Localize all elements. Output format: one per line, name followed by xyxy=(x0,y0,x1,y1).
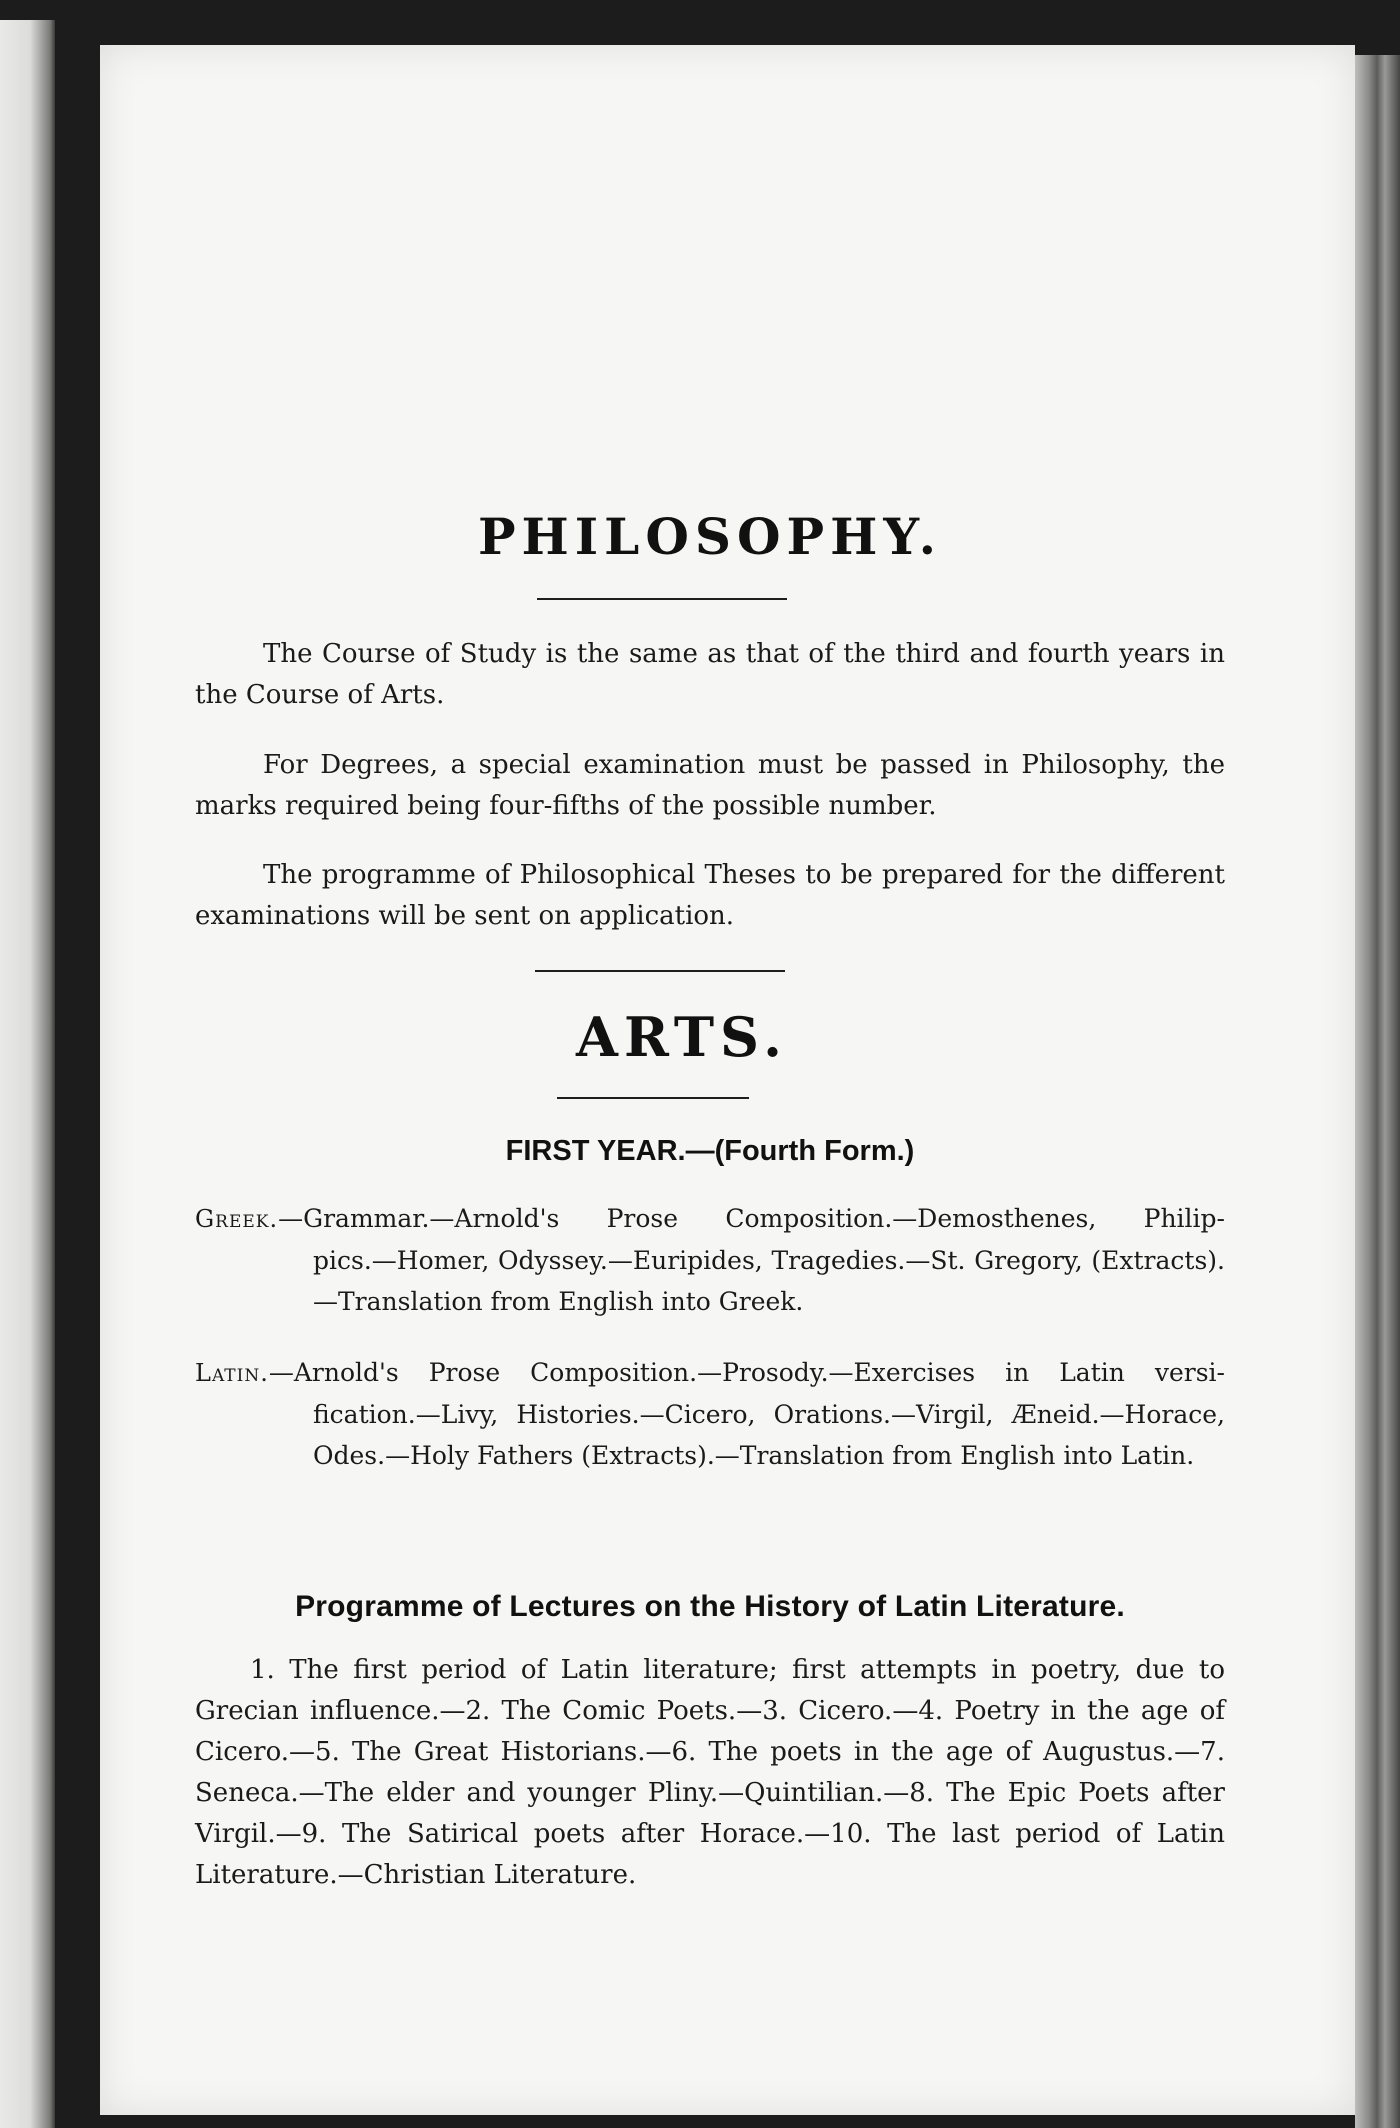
lectures-paragraph xyxy=(195,1650,1225,1896)
section-divider-rule xyxy=(535,970,785,972)
document-page xyxy=(100,45,1355,2115)
greek-continuation: pics.—Homer, Odyssey.—Euripides, Tragedies.—St. Gregory, (Extracts).—Translation from English into Greek. xyxy=(313,1246,1225,1316)
greek-subject xyxy=(195,1198,1225,1322)
arts-rule xyxy=(557,1097,749,1099)
philosophy-paragraph-2 xyxy=(195,745,1225,827)
lectures-paragraph-text: 1. The first period of Latin literature; first attempts in poetry, due to Grecian influence.—2. The Comic Poets.—3. Cicero.—4. Poetry in the age of Cicero.—5. The Great Historians.—6. The poets in the age of Augustus.—7. Seneca.—The elder and younger Pliny.—Quintilian.—8. The Epic Poets after Virgil.—9. The Satirical poets after Horace.—10. The last period of Latin Literature.—Christian Literature. xyxy=(195,1655,1225,1890)
philosophy-paragraph-2-text: For Degrees, a special examination must be passed in Philosophy, the marks required being four-fifths of the possible number. xyxy=(195,750,1225,821)
greek-label: Greek. xyxy=(195,1205,279,1233)
latin-continuation: fication.—Livy, Histories.—Cicero, Orations.—Virgil, Æneid.—Horace, Odes.—Holy Fathers (Extracts).—Translation from English into Latin. xyxy=(313,1400,1225,1470)
philosophy-paragraph-1-text: The Course of Study is the same as that of the third and fourth years in the Course of Arts. xyxy=(195,639,1225,710)
greek-first-line-text: —Grammar.—Arnold's Prose Composition.—Demosthenes, Philip- xyxy=(278,1204,1225,1233)
philosophy-heading: PHILOSOPHY. xyxy=(477,507,943,566)
first-year-heading: FIRST YEAR.—(Fourth Form.) xyxy=(505,1135,915,1167)
latin-subject xyxy=(195,1352,1225,1476)
latin-label: Latin. xyxy=(195,1359,269,1387)
arts-heading: ARTS. xyxy=(576,1005,788,1069)
greek-first-line xyxy=(195,1198,1225,1240)
latin-first-line-text: —Arnold's Prose Composition.—Prosody.—Exercises in Latin versi- xyxy=(268,1358,1225,1387)
lectures-title: Programme of Lectures on the History of Latin Literature. xyxy=(295,1590,1125,1623)
philosophy-paragraph-1 xyxy=(195,634,1225,716)
latin-first-line xyxy=(195,1352,1225,1394)
philosophy-rule xyxy=(537,598,787,600)
philosophy-paragraph-3 xyxy=(195,855,1225,937)
book-edge xyxy=(1355,55,1400,2128)
philosophy-paragraph-3-text: The programme of Philosophical Theses to be prepared for the different examinations will be sent on application. xyxy=(195,860,1225,931)
facing-page-edge xyxy=(0,20,55,2128)
